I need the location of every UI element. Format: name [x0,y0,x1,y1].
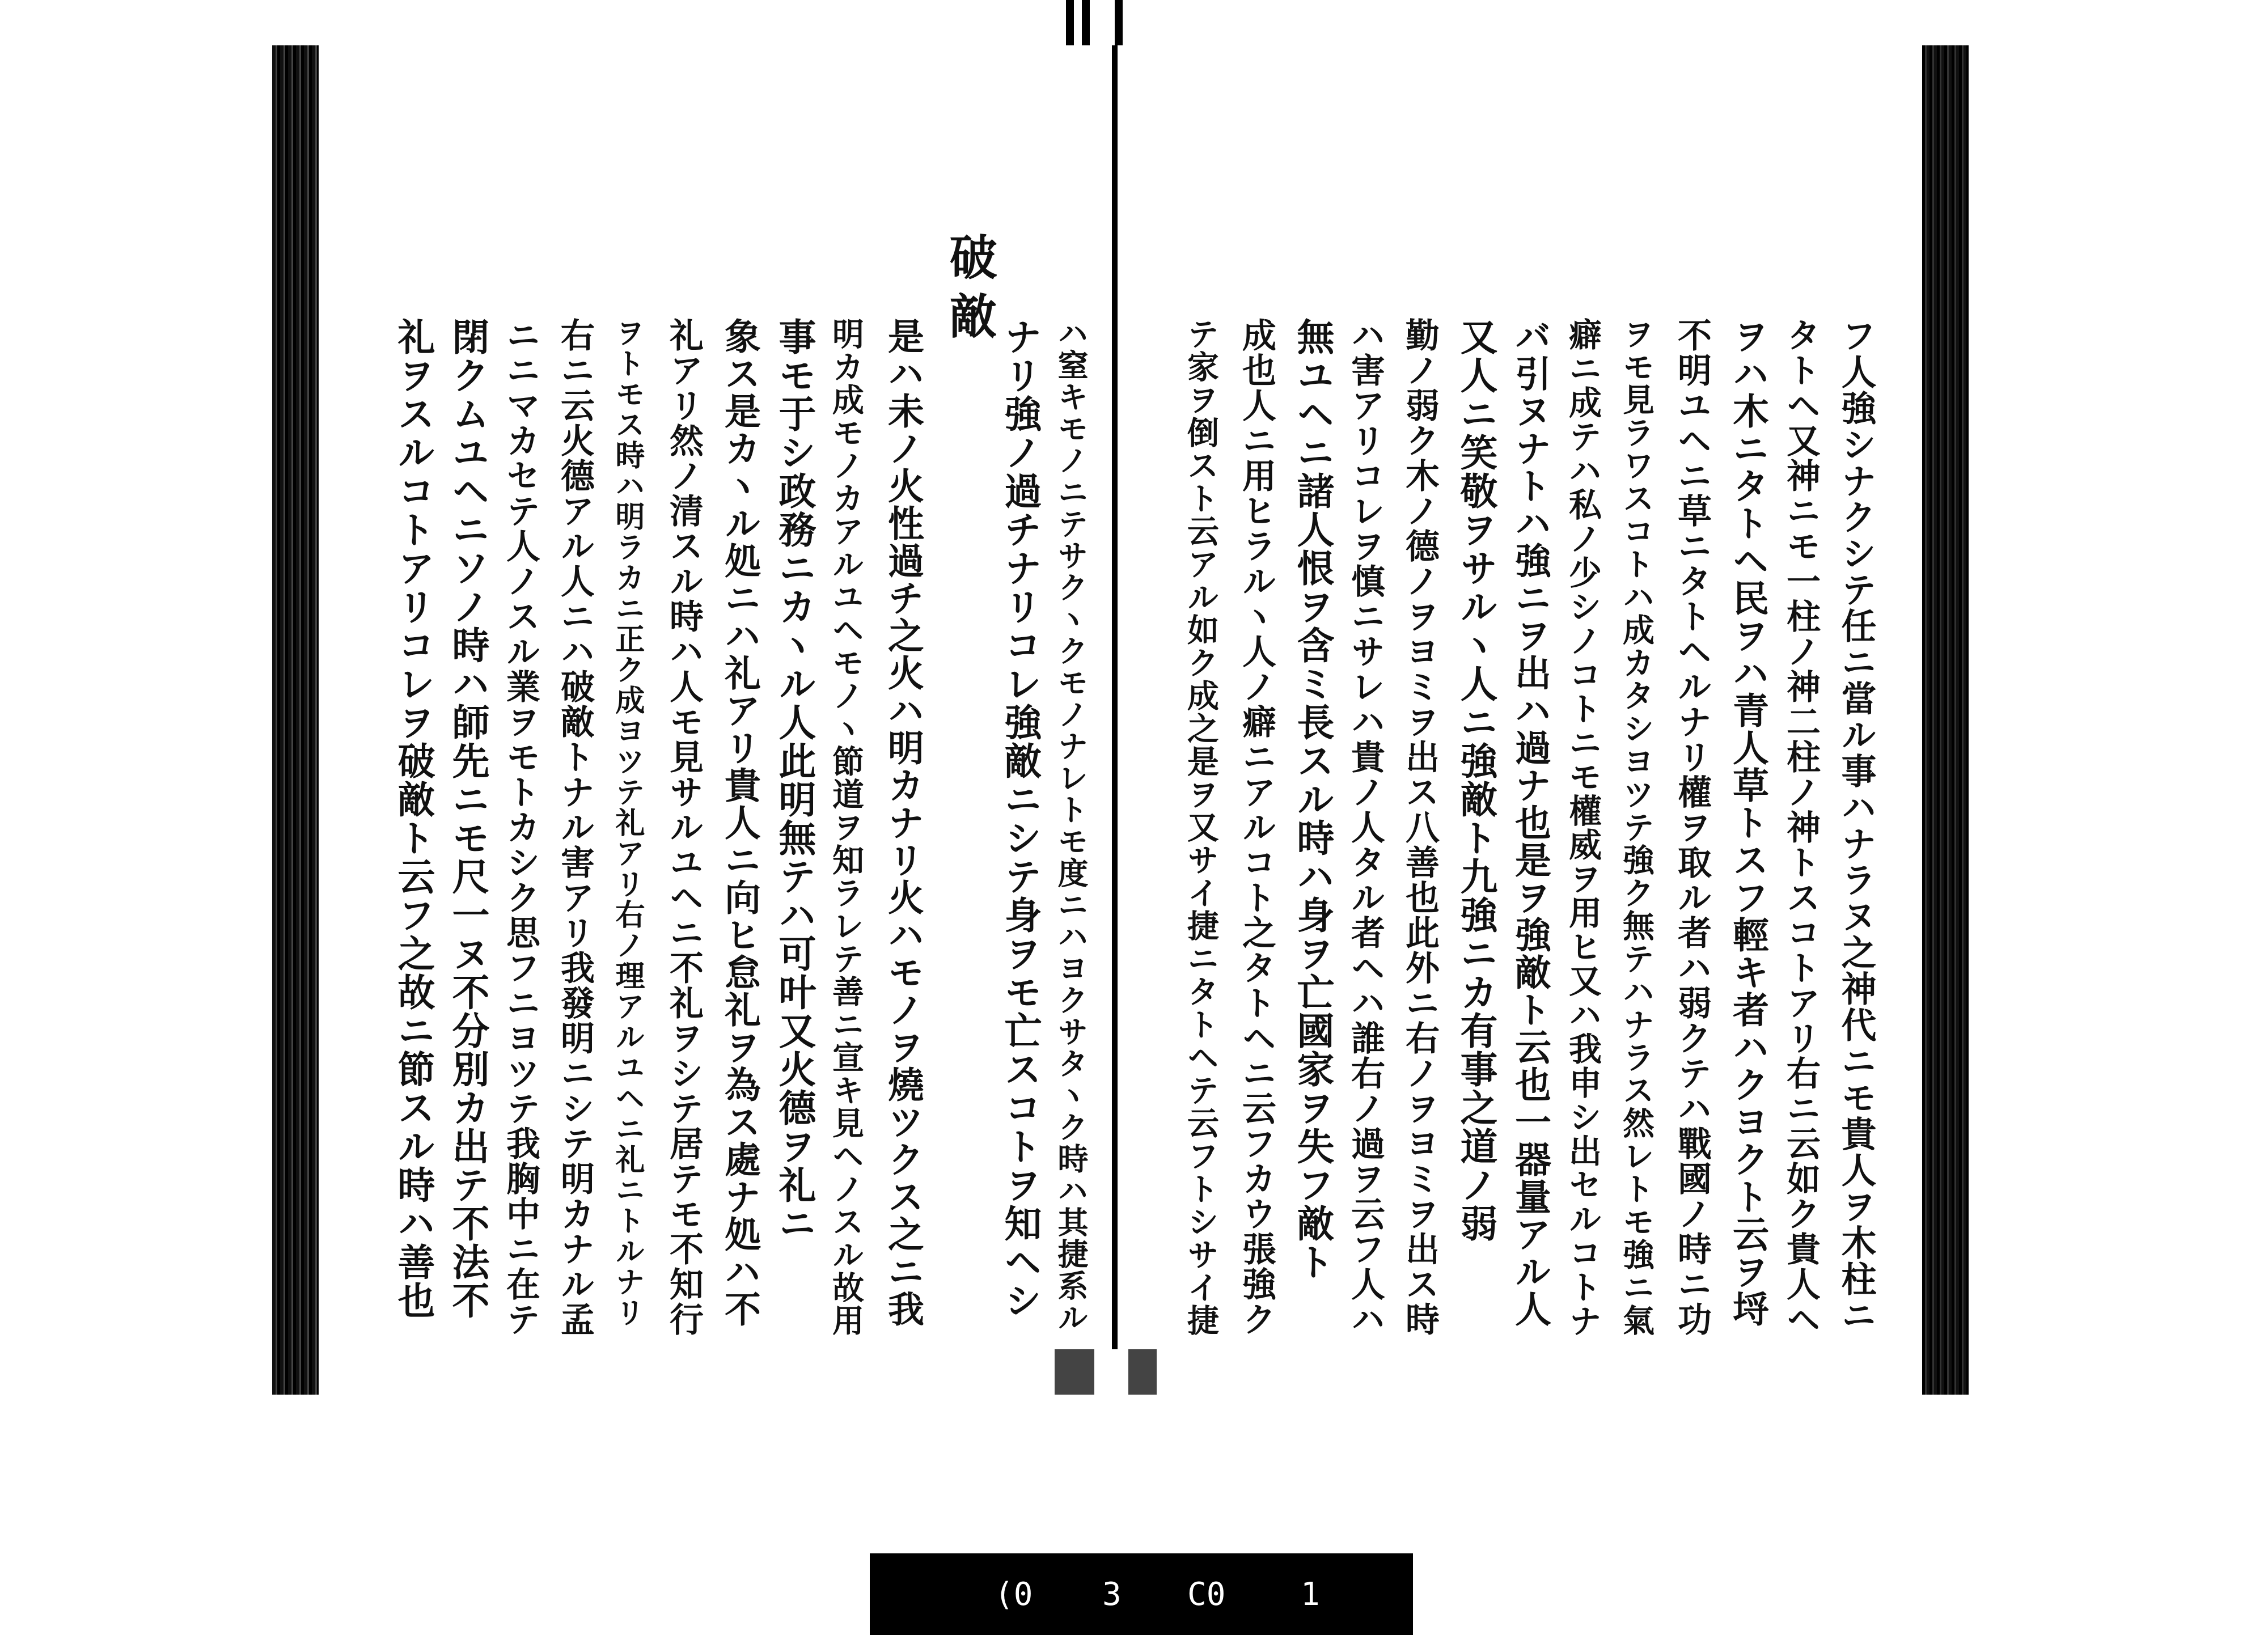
binding-clip-top [1066,0,1074,45]
right-page-edge [1922,45,1969,1395]
text-column: 無ユヘニ諸人恨ヲ含ミ長スル時ハ身ヲ亡國家ヲ失フ敵ト [1290,317,1335,1281]
text-column: 閉クムユヘニソノ時ハ師先ニモ尺一ヌ不分別カ出テ不法不 [446,317,490,1320]
text-column: タトヘ又神ニモ一柱ノ神二柱ノ神トスコトアリ右ニ云如ク貴人ヘ [1781,317,1821,1337]
label-mark: 1 [1301,1576,1320,1613]
text-column: ハ害アリコレヲ慎ニサレハ貴ノ人タル者ヘハ誰右ノ過ヲ云フ人ハ [1345,317,1385,1337]
text-column: 勤ノ弱ク木ノ德ノヲヨミヲ出ス八善也此外ニ右ノヲヨミヲ出ス時 [1400,317,1440,1337]
binding-clip-top [1082,0,1090,45]
text-column: 明カ成モノカアルユヘモノヽ節道ヲ知ラレテ善ニ宣キ見ヘノスル故用 [827,317,865,1337]
text-column: 礼ヲスルコトアリコレヲ破敵ト云フ之故ニ節スル時ハ善也 [391,317,435,1320]
label-mark: 3 [1102,1576,1122,1613]
book-gutter [1112,45,1118,1349]
text-column: ヲモ見ラワスコトハ成カタシヨツテ強ク無テハナラス然レトモ強ニ氣 [1618,317,1655,1337]
text-column: バ引ヌナトハ強ニヲ出ハ過ナ也是ヲ強敵ト云也一器量アル人 [1509,317,1551,1328]
text-column: ナリ強ノ過チナリコレ強敵ニシテ身ヲモ亡スコトヲ知ヘシ [998,317,1042,1320]
right-page [1128,317,1905,1395]
text-column: ニニマカセテ人ノスル業ヲモトカシク思フニヨツテ我胸中ニ在テ [501,317,540,1337]
left-page [340,232,1111,1395]
text-column: ヲハ木ニタトヘ民ヲハ青人草トスフ輕キ者ハクヨクト云ヲ埒 [1727,317,1769,1328]
text-column: 成也人ニ用ヒラルヽ人ノ癖ニアルコト之タトヘニ云フカウ張強ク [1237,317,1276,1337]
text-column: フ人強シナクシテ任ニ當ル事ハナラヌ之神代ニモ貴人ヲ木柱ニ [1835,317,1877,1333]
text-column: 事モ于シ政務ニカヽル人此明無テハ可叶又火德ヲ礼ニ [772,317,816,1243]
text-column: 礼アリ然ノ清スル時ハ人モ見サルユヘニ不礼ヲシテ居テモ不知行 [664,317,704,1337]
section-heading: 破敵 [942,232,998,350]
text-column: 右ニ云火德アル人ニハ破敵トナル害アリ我發明ニシテ明カナル孟 [555,317,595,1337]
text-column: ヲトモス時ハ明ラカニ正ク成ヨツテ礼アリ右ノ理アルユヘニ礼ニトルナリ [610,317,645,1328]
text-column: 是ハ未ノ火性過チ之火ハ明カナリ火ハモノヲ燒ツクス之ニ我 [882,317,924,1328]
text-column: テ家ヲ倒スト云アル如ク成之是ヲ又サイ捷ニタトヘテ云フトシサイ捷 [1182,317,1220,1337]
label-mark: (0 [995,1576,1033,1613]
label-mark: C0 [1187,1576,1226,1613]
archive-label [870,1553,1413,1635]
text-column: ハ窒キモノニテサクヽクモノナレトモ度ニハヨクサタヽク時ハ其捷系ル [1053,317,1089,1333]
text-column: 不明ユヘニ草ニタトヘルナリ權ヲ取ル者ハ弱クテハ戰國ノ時ニ功 [1672,317,1712,1337]
left-page-edge [272,45,319,1395]
text-column: 癖ニ成テハ私ノ少シノコトニモ權威ヲ用ヒ又ハ我申シ出セルコトナ [1563,317,1602,1338]
text-column: 象ス是カヽル処ニハ礼アリ貴人ニ向ヒ怠礼ヲ為ス處ナ処ハ不 [718,317,761,1328]
binding-clip-top [1115,0,1123,45]
text-column: 又人ニ笑敬ヲサルヽ人ニ強敵ト九強ニカ有事之道ノ弱 [1454,317,1498,1243]
